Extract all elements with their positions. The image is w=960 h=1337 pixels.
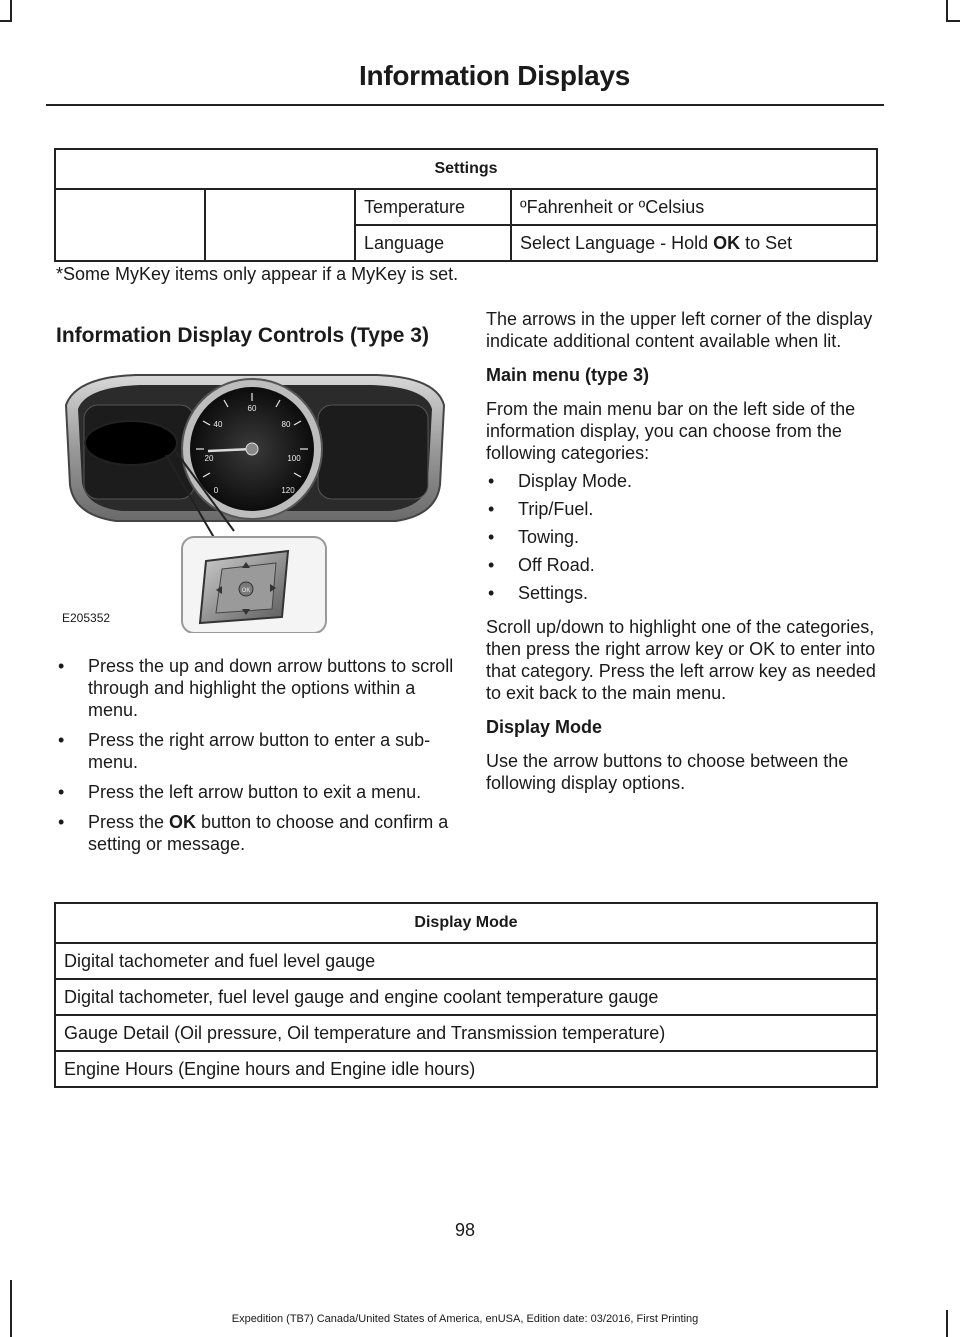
right-display-panel xyxy=(318,405,428,499)
table-cell: Digital tachometer, fuel level gauge and engine coolant temperature gauge xyxy=(55,979,877,1015)
crop-mark xyxy=(10,1280,12,1337)
table-cell-value: ºFahrenheit or ºCelsius xyxy=(511,189,877,225)
speedo-label-100: 100 xyxy=(287,454,301,463)
speedo-label-120: 120 xyxy=(281,486,295,495)
list-item xyxy=(486,582,882,604)
mykey-note: *Some MyKey items only appear if a MyKey is set. xyxy=(56,264,459,284)
cluster-figure xyxy=(56,365,456,633)
bullet-glyph: • xyxy=(488,471,495,491)
list-item xyxy=(56,729,456,773)
list-item xyxy=(486,498,882,520)
list-item-text: Display Mode. xyxy=(518,471,633,491)
page-number: 98 xyxy=(454,1220,476,1240)
bullet-glyph: • xyxy=(488,499,495,519)
crop-mark xyxy=(946,1310,948,1337)
speedo-label-80: 80 xyxy=(281,420,291,429)
table-cell-value xyxy=(511,225,877,261)
value-suffix: to Set xyxy=(740,232,793,253)
table-row xyxy=(55,979,877,1015)
info-display-highlight xyxy=(85,421,177,465)
ok-label: OK xyxy=(169,812,197,832)
section-heading: Information Display Controls (Type 3) xyxy=(56,324,429,347)
list-item-text: Off Road. xyxy=(518,555,595,575)
speedometer-hub xyxy=(246,443,258,455)
list-item-text: Press the left arrow button to exit a menu. xyxy=(88,782,422,802)
bullet-glyph: • xyxy=(488,555,495,575)
crop-mark xyxy=(10,0,12,20)
bullet-glyph: • xyxy=(58,730,65,750)
display-mode-heading: Display Mode xyxy=(486,717,603,737)
controls-list xyxy=(56,655,456,855)
list-item xyxy=(486,470,882,492)
display-table-heading: Display Mode xyxy=(55,903,877,943)
value-prefix: Select Language - Hold xyxy=(520,232,714,253)
list-item xyxy=(56,655,456,721)
main-menu-intro: From the main menu bar on the left side of the information display, you can choose from the following categories: xyxy=(486,399,856,463)
page-header-title: Information Displays xyxy=(359,60,630,91)
list-item xyxy=(486,526,882,548)
table-cell-empty xyxy=(205,189,355,261)
list-item xyxy=(56,811,456,855)
arrows-paragraph: The arrows in the upper left corner of the display indicate additional content available when lit. xyxy=(486,309,873,351)
category-list xyxy=(486,470,882,604)
list-item-text: Settings. xyxy=(518,583,589,603)
list-item-suffix: button to choose and confirm a setting or message. xyxy=(88,812,449,854)
settings-table-heading: Settings xyxy=(55,149,877,189)
speedo-label-40: 40 xyxy=(213,420,223,429)
table-row xyxy=(55,943,877,979)
list-item-text: Towing. xyxy=(518,527,580,547)
crop-mark xyxy=(946,20,960,22)
crop-mark xyxy=(0,20,12,22)
bullet-glyph: • xyxy=(488,527,495,547)
left-column xyxy=(56,324,456,863)
speedo-label-0: 0 xyxy=(213,486,219,495)
table-cell-item: Temperature xyxy=(355,189,511,225)
header-rule xyxy=(46,104,884,106)
display-mode-paragraph: Use the arrow buttons to choose between the following display options. xyxy=(486,751,849,793)
bullet-glyph: • xyxy=(58,656,65,676)
list-item-text: Press the right arrow button to enter a sub-menu. xyxy=(88,730,431,772)
table-row xyxy=(55,1015,877,1051)
speedo-label-20: 20 xyxy=(204,454,214,463)
table-cell: Engine Hours (Engine hours and Engine idle hours) xyxy=(55,1051,877,1087)
ok-button-label: OK xyxy=(241,588,251,594)
instrument-cluster-illustration xyxy=(56,365,456,633)
table-cell-empty xyxy=(55,189,205,261)
right-column xyxy=(486,308,882,794)
settings-table xyxy=(54,148,878,262)
speedo-label-60: 60 xyxy=(247,404,257,413)
display-mode-table xyxy=(54,902,878,1088)
bullet-glyph: • xyxy=(58,782,65,802)
table-row xyxy=(55,189,877,225)
list-item-prefix: Press the xyxy=(88,812,170,832)
table-row xyxy=(55,1051,877,1087)
page-footer: Expedition (TB7) Canada/United States of America, enUSA, Edition date: 03/2016, First Printing xyxy=(231,1313,699,1325)
table-cell: Digital tachometer and fuel level gauge xyxy=(55,943,877,979)
list-item xyxy=(486,554,882,576)
table-cell: Gauge Detail (Oil pressure, Oil temperature and Transmission temperature) xyxy=(55,1015,877,1051)
ok-label: OK xyxy=(713,232,741,253)
list-item-text: Press the up and down arrow buttons to scroll through and highlight the options within a menu. xyxy=(88,656,454,720)
figure-id: E205352 xyxy=(62,611,111,625)
scroll-paragraph: Scroll up/down to highlight one of the categories, then press the right arrow key or OK to enter into that category. Press the left arrow key as needed to exit back to the main menu. xyxy=(486,617,876,703)
bullet-glyph: • xyxy=(488,583,495,603)
table-cell-item: Language xyxy=(355,225,511,261)
main-menu-heading: Main menu (type 3) xyxy=(486,365,650,385)
bullet-glyph: • xyxy=(58,812,65,832)
list-item-text: Trip/Fuel. xyxy=(518,499,594,519)
list-item xyxy=(56,781,456,803)
crop-mark xyxy=(946,0,948,20)
